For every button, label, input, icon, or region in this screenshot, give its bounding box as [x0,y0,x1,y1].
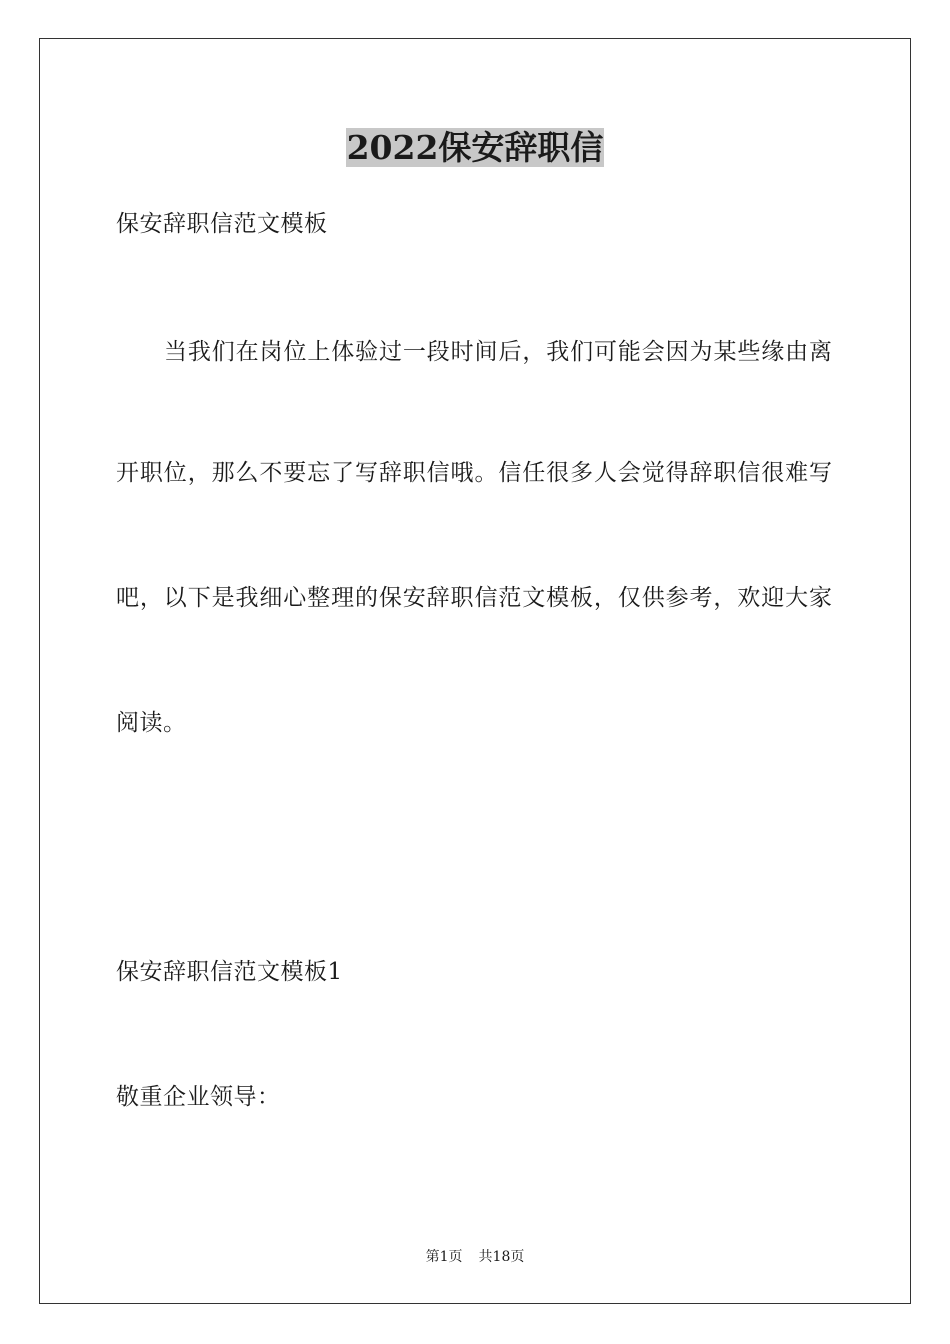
section-heading: 保安辞职信范文模板1 [116,959,343,985]
document-subtitle: 保安辞职信范文模板 [116,211,328,237]
document-title [0,126,950,170]
letter-salutation: 敬重企业领导： [116,1084,281,1110]
page-number: 第1页 [425,1249,463,1265]
intro-paragraph-line-2: 开职位，那么不要忘了写辞职信哦。信任很多人会觉得辞职信很难写 [116,460,832,486]
intro-paragraph-line-1: 当我们在岗位上体验过一段时间后，我们可能会因为某些缘由离 [164,339,832,365]
document-title-text: 2022保安辞职信 [346,128,604,167]
intro-paragraph-line-4: 阅读。 [116,710,187,736]
page-total: 共18页 [478,1249,525,1265]
page-footer [0,1247,950,1267]
intro-paragraph-line-3: 吧，以下是我细心整理的保安辞职信范文模板，仅供参考，欢迎大家 [116,585,832,611]
